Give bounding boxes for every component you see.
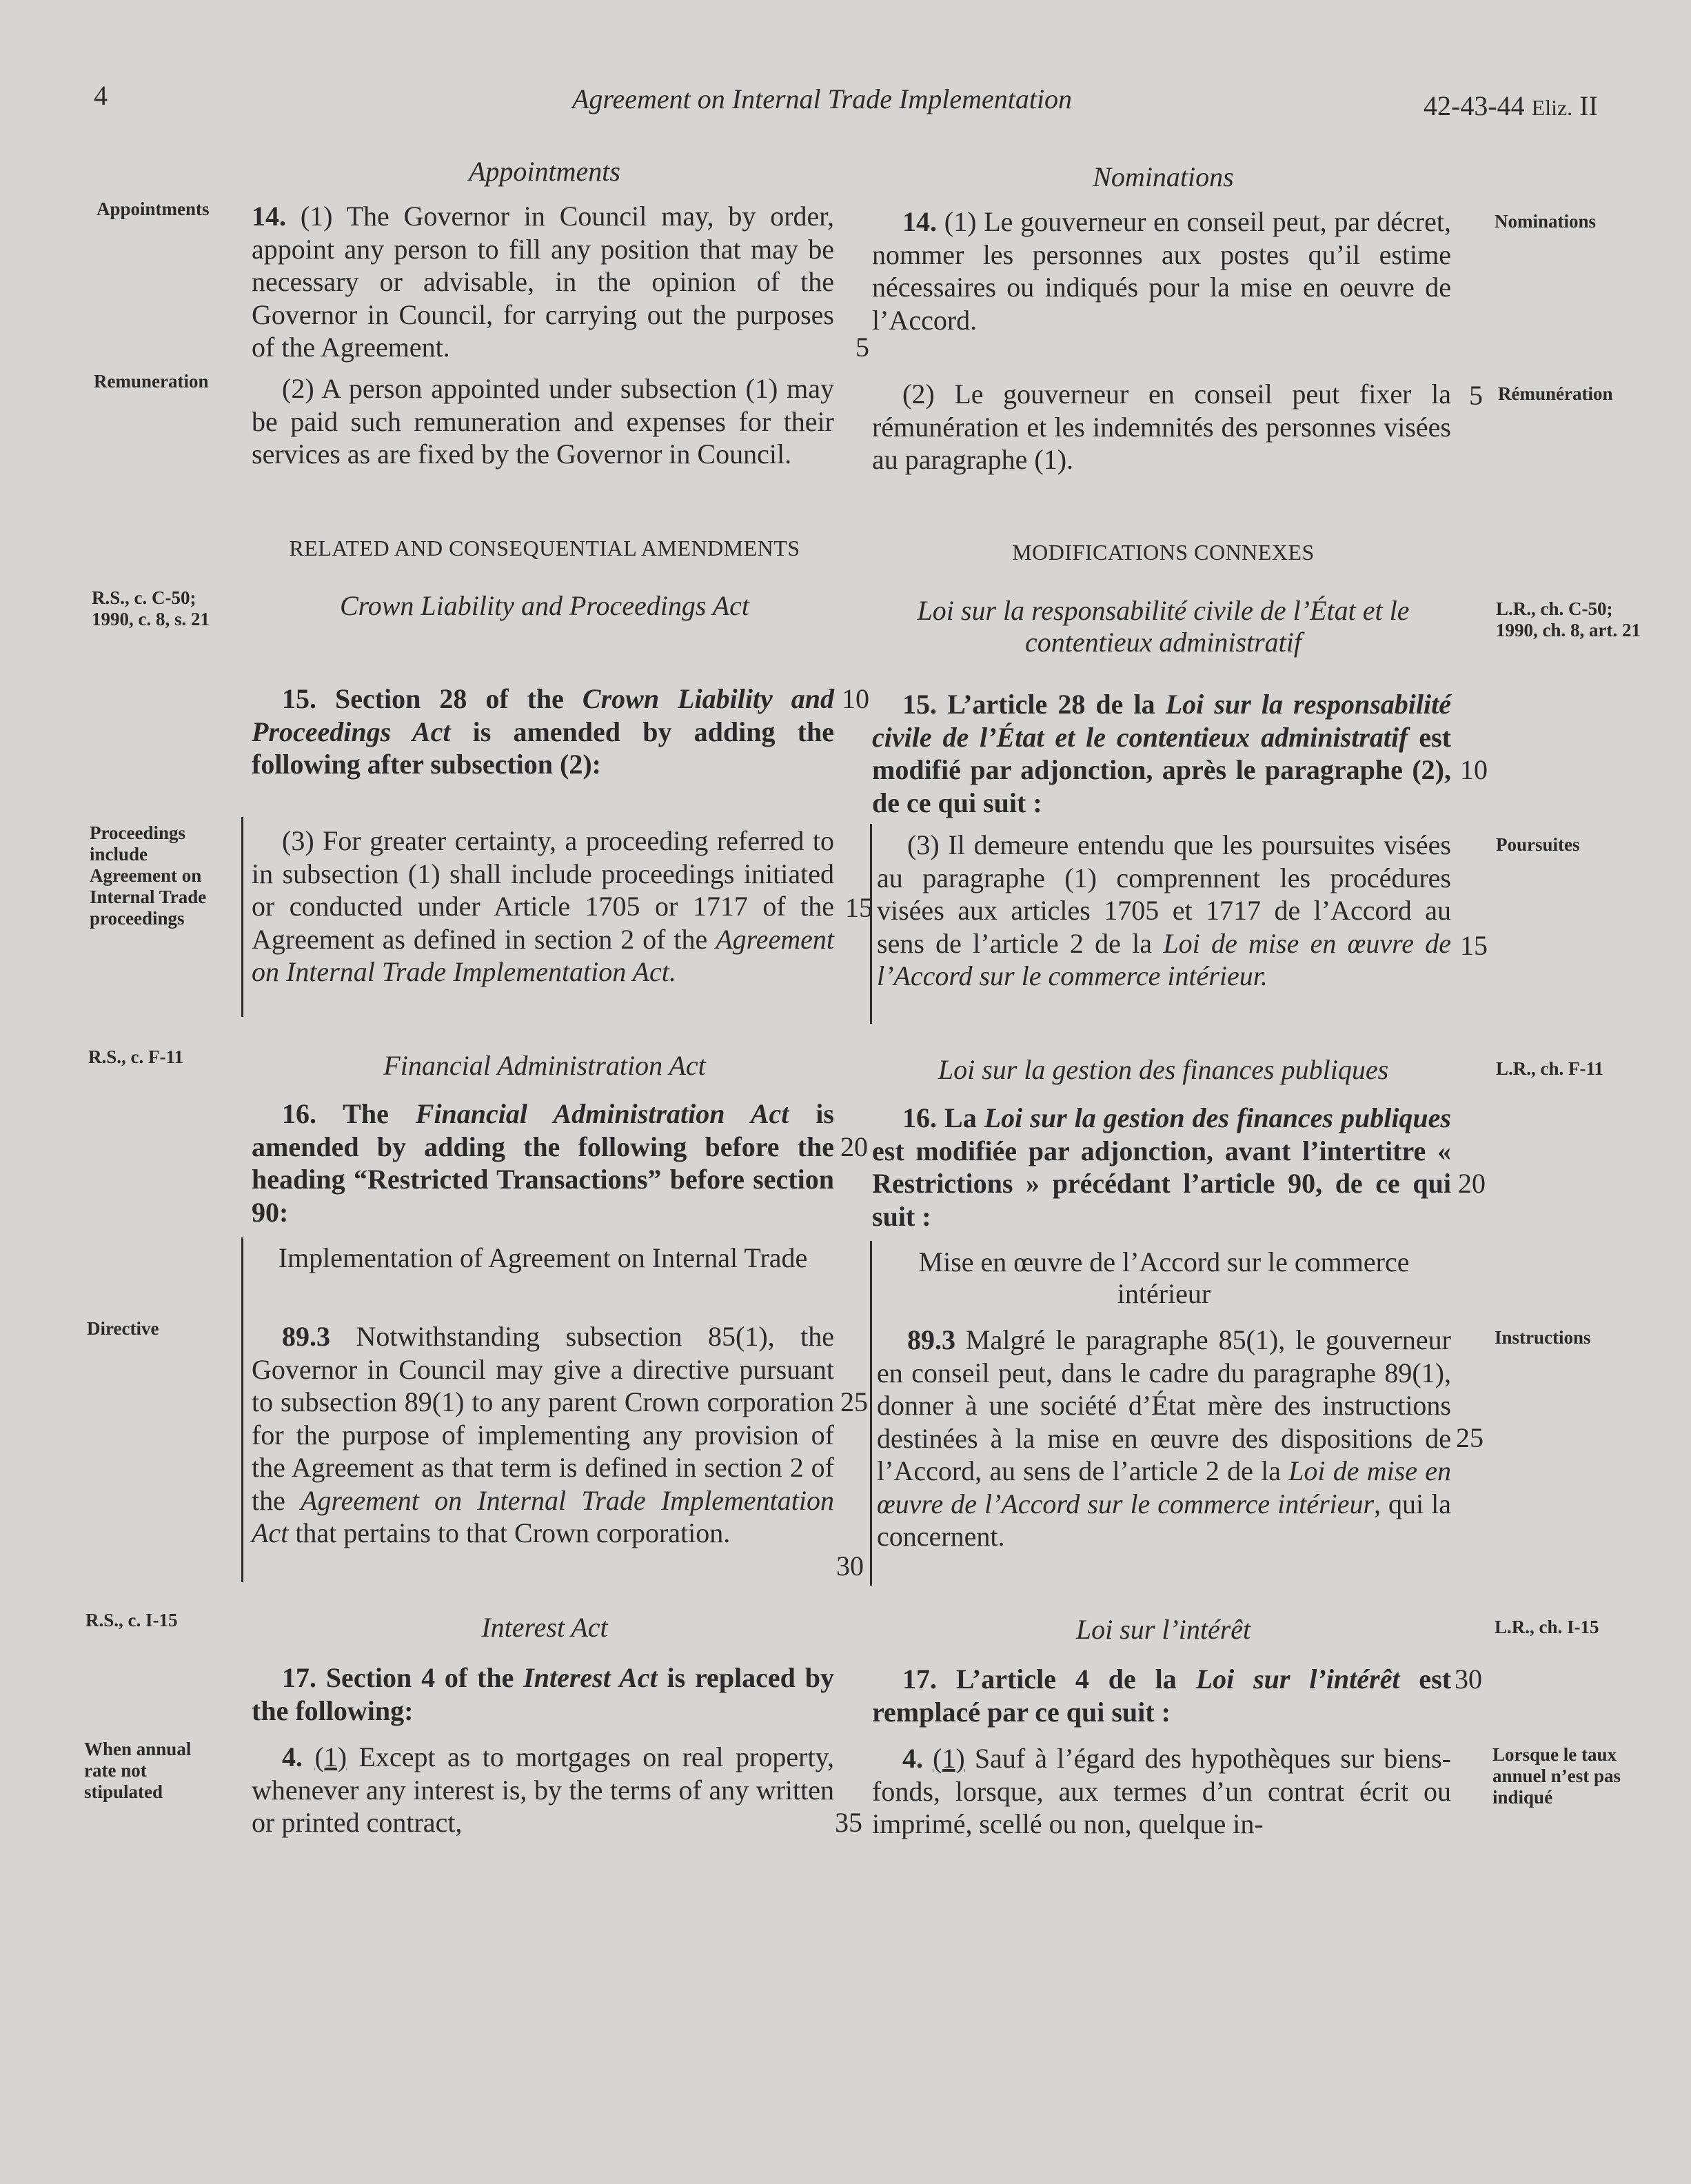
page-number: 4	[94, 80, 108, 111]
en-section-17: 17. Section 4 of the Interest Act is replaced by the following:	[252, 1662, 834, 1726]
heading-loi-responsabilite: Loi sur la responsabilité civile de l’État et le contentieux administratif	[917, 595, 1410, 658]
running-title: Agreement on Internal Trade Implementation	[572, 83, 1073, 114]
en-section-15: 15. Section 28 of the Crown Liability and Proceedings Act is amended by adding the following after subsection (2):	[252, 683, 835, 780]
line-number: 25	[840, 1386, 868, 1417]
fr-section-15-3: (3) Il demeure entendu que les poursuites visées au paragraphe (1) comprennent les procédures visées aux articles 1705 et 1717 de l’Accord au sens de l’article 2 de la Loi de mise en œuvre de l’Accord sur le commerce intérieur.	[877, 829, 1451, 991]
margin-note-directive: Directive	[87, 1318, 159, 1339]
en-section-16: 16. The Financial Administration Act is amended by adding the following before the heading “Restricted Transactions” before section 90:	[252, 1098, 834, 1228]
en-inserted-heading: Implementation of Agreement on Internal Trade	[278, 1242, 808, 1273]
line-number: 35	[835, 1807, 862, 1838]
fr-section-14-2: (2) Le gouverneur en conseil peut fixer la rémunération et les indemnités des personnes visées au paragraphe (1).	[872, 378, 1451, 475]
amendment-bar	[241, 1237, 243, 1582]
line-number: 25	[1456, 1422, 1484, 1453]
en-section-89-3: 89.3 Notwithstanding subsection 85(1), the Governor in Council may give a directive pursuant to subsection 89(1) to any parent Crown corporation for the purpose of implementing any provision of the Agreement as that term is defined in section 2 of the Agreement on Internal Trade Implementation Act that pertains to that Crown corporation.	[252, 1321, 835, 1548]
line-number: 30	[836, 1550, 864, 1581]
line-number: 15	[1460, 930, 1488, 961]
margin-note-remuneration: Remuneration	[94, 371, 209, 392]
heading-nominations: Nominations	[1093, 161, 1234, 192]
session-citation: 42-43-44 Eliz. II	[1424, 90, 1598, 121]
heading-related-amendments: RELATED AND CONSEQUENTIAL AMENDMENTS	[289, 536, 800, 560]
margin-note-remuneration-fr: Rémunération	[1498, 383, 1613, 404]
fr-section-4-1: 4. (1) Sauf à l’égard des hypothèques sur biens-fonds, lorsque, aux termes d’un contrat écrit ou imprimé, scellé ou non, quelque in-	[872, 1743, 1451, 1839]
margin-note-rs-f11: R.S., c. F-11	[88, 1046, 183, 1067]
margin-note-rs-c50: R.S., c. C-50; 1990, c. 8, s. 21	[92, 587, 210, 629]
margin-note-annual-rate: When annual rate not stipulated	[84, 1739, 192, 1802]
heading-loi-interet: Loi sur l’intérêt	[1075, 1614, 1251, 1645]
line-number: 15	[845, 892, 873, 923]
heading-interest-act: Interest Act	[481, 1612, 608, 1643]
en-section-14-1: 14. (1) The Governor in Council may, by order, appoint any person to fill any position that may be necessary or advisable, in the opinion of the Governor in Council, for carrying out the purposes of the Agreement.	[252, 201, 834, 363]
fr-section-15: 15. L’article 28 de la Loi sur la responsabilité civile de l’État et le contentieux administratif est modifié par adjonction, après le paragraphe (2), de ce qui suit :	[872, 689, 1451, 818]
margin-note-lr-c50: L.R., ch. C-50; 1990, ch. 8, art. 21	[1496, 598, 1641, 640]
amendment-bar	[870, 1241, 872, 1586]
heading-modifications-connexes: MODIFICATIONS CONNEXES	[1012, 540, 1315, 565]
margin-note-proceedings: Proceedings include Agreement on Internal Trade proceedings	[90, 822, 207, 929]
line-number: 30	[1455, 1664, 1482, 1695]
line-number: 5	[855, 332, 869, 363]
margin-note-appointments: Appointments	[97, 199, 210, 219]
line-number: 10	[842, 683, 869, 714]
margin-note-instructions: Instructions	[1495, 1327, 1591, 1348]
amendment-bar	[241, 817, 243, 1017]
margin-note-taux: Lorsque le taux annuel n’est pas indiqué	[1492, 1744, 1621, 1808]
fr-section-16: 16. La Loi sur la gestion des finances publiques est modifiée par adjonction, avant l’intertitre « Restrictions » précédant l’article 90, de ce qui suit :	[872, 1102, 1451, 1232]
margin-note-rs-i15: R.S., c. I-15	[85, 1610, 178, 1630]
fr-section-89-3: 89.3 Malgré le paragraphe 85(1), le gouverneur en conseil peut, dans le cadre du paragraphe 89(1), donner à une société d’État mère des instructions destinées à la mise en œuvre des dispositions de l’Accord, au sens de l’article 2 de la Loi de mise en œuvre de l’Accord sur le commerce intérieur, qui la concernent.	[877, 1324, 1451, 1552]
fr-section-17: 17. L’article 4 de la Loi sur l’intérêt est remplacé par ce qui suit :	[872, 1664, 1452, 1728]
fr-inserted-heading: Mise en œuvre de l’Accord sur le commerce intérieur	[918, 1246, 1410, 1309]
heading-crown-liability-act: Crown Liability and Proceedings Act	[339, 590, 750, 621]
heading-appointments: Appointments	[469, 156, 620, 187]
en-section-15-3: (3) For greater certainty, a proceeding referred to in subsection (1) shall include proceedings initiated or conducted under Article 1705 or 1717 of the Agreement as defined in section 2 of the Agreement on Internal Trade Implementation Act.	[252, 825, 834, 987]
line-number: 10	[1460, 754, 1488, 785]
en-section-4-1: 4. (1) Except as to mortgages on real property, whenever any interest is, by the terms of any written or printed contract,	[252, 1741, 835, 1838]
amendment-bar	[870, 824, 872, 1024]
margin-note-nominations: Nominations	[1495, 211, 1597, 232]
heading-loi-finances: Loi sur la gestion des finances publiques	[938, 1054, 1389, 1085]
en-section-14-2: (2) A person appointed under subsection (1) may be paid such remuneration and expenses for their services as are fixed by the Governor in Council.	[252, 373, 834, 469]
margin-note-poursuites: Poursuites	[1496, 834, 1580, 855]
margin-note-lr-i15: L.R., ch. I-15	[1495, 1617, 1599, 1637]
line-number: 5	[1469, 380, 1483, 411]
margin-note-lr-f11: L.R., ch. F-11	[1496, 1058, 1604, 1079]
heading-financial-administration-act: Financial Administration Act	[383, 1050, 706, 1081]
fr-section-14-1: 14. (1) Le gouverneur en conseil peut, par décret, nommer les personnes aux postes qu’il estime nécessaires ou indiqués pour la mise en oeuvre de l’Accord.	[872, 206, 1451, 336]
line-number: 20	[1458, 1168, 1486, 1199]
line-number: 20	[840, 1131, 868, 1162]
